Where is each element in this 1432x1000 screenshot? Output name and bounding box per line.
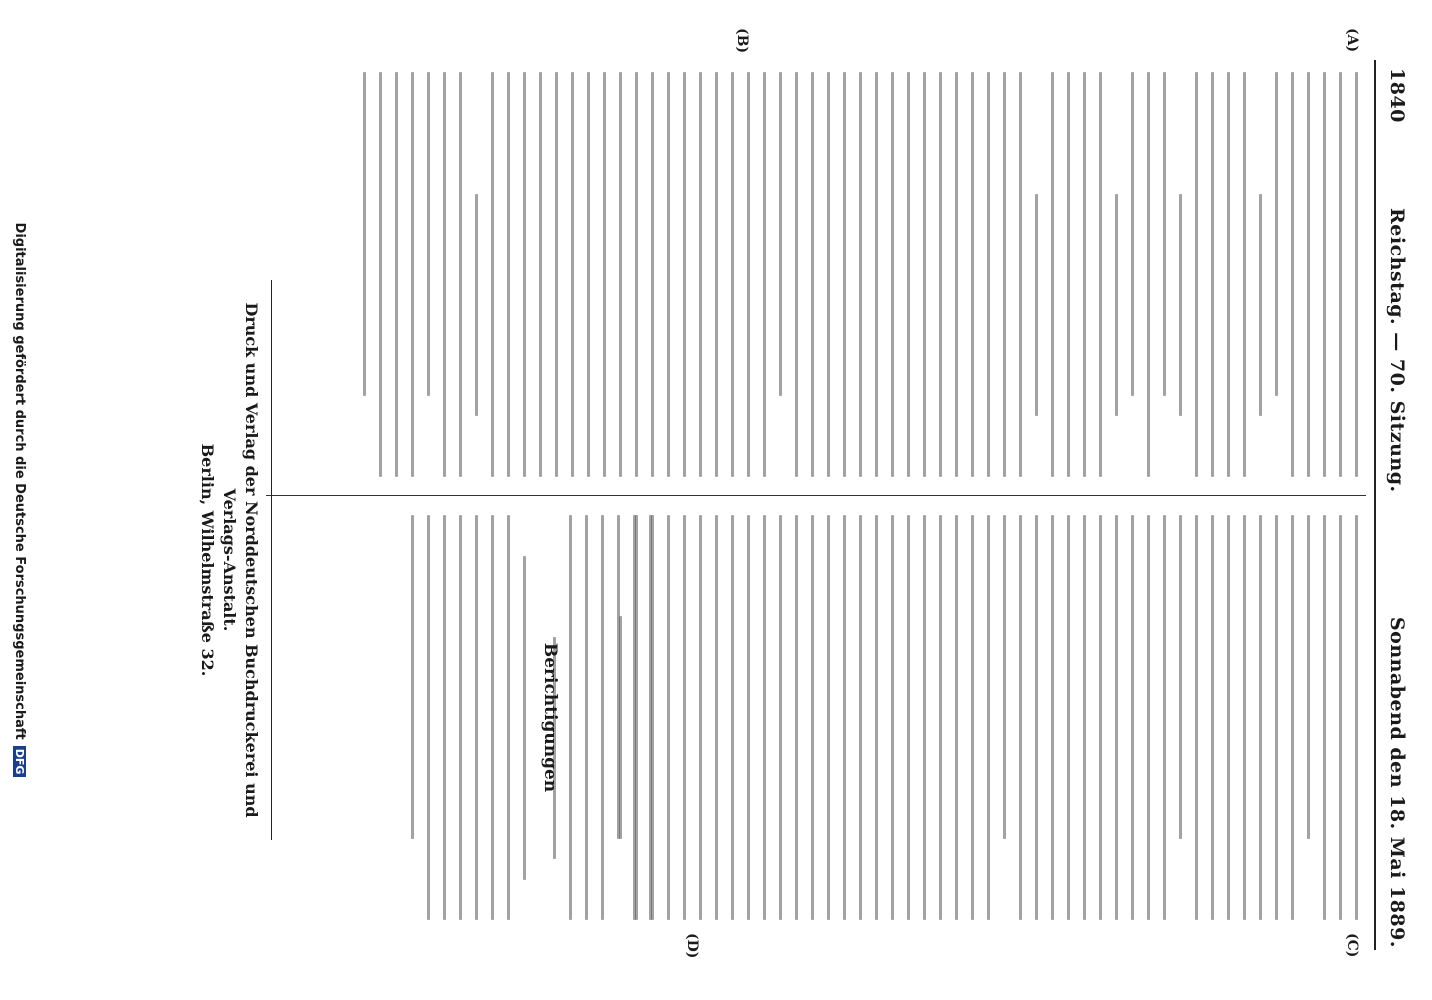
printer-line: Druck und Verlag der Norddeutschen Buchdruckerei und Verlags-Anstalt. bbox=[220, 302, 261, 818]
printer-address: Berlin, Wilhelmstraße 32. bbox=[198, 443, 217, 677]
running-title: Reichstag. — 70. Sitzung. bbox=[1386, 208, 1408, 493]
margin-mark-b: (B) bbox=[734, 28, 750, 54]
printer-credit bbox=[196, 280, 262, 840]
margin-mark-d: (D) bbox=[684, 933, 700, 959]
header-rule bbox=[1374, 60, 1376, 950]
corrections-heading: Berichtigungen bbox=[540, 642, 560, 793]
right-column bbox=[280, 515, 1360, 959]
page-number: 1840 bbox=[1386, 68, 1408, 123]
left-column bbox=[280, 28, 1360, 477]
digitization-note bbox=[12, 0, 27, 1000]
margin-mark-c: (C) bbox=[1344, 933, 1360, 958]
corrections-text bbox=[398, 515, 526, 920]
dfg-logo: DFG bbox=[13, 746, 26, 778]
digitization-text: Digitalisierung gefördert durch die Deutsche Forschungsgemeinschaft bbox=[12, 222, 27, 740]
page-header bbox=[1380, 68, 1414, 948]
session-date: Sonnabend den 18. Mai 1889. bbox=[1386, 616, 1408, 948]
body-text-right bbox=[606, 515, 1358, 920]
margin-mark-a: (A) bbox=[1344, 28, 1360, 53]
column-divider bbox=[266, 495, 1366, 496]
body-text-left bbox=[350, 72, 1358, 477]
footer-rule bbox=[271, 280, 272, 840]
